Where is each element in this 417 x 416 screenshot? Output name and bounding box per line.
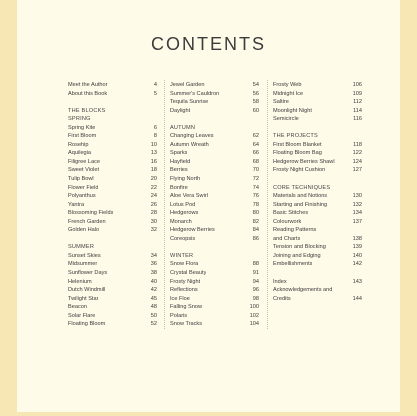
toc-entry[interactable] (170, 81, 259, 90)
toc-entry-page: 138 (352, 235, 362, 242)
toc-entry-title: Floating Bloom Bag (273, 150, 322, 157)
toc-entry[interactable] (170, 218, 259, 227)
toc-entry-page: 102 (249, 312, 259, 319)
toc-entry[interactable] (68, 132, 157, 141)
toc-entry[interactable] (170, 269, 259, 278)
toc-group (273, 278, 362, 304)
toc-entry-page: 84 (252, 227, 259, 234)
toc-entry-title: Credits (273, 295, 291, 302)
toc-entry-page: 18 (150, 167, 157, 174)
toc-entry[interactable] (170, 149, 259, 158)
toc-entry[interactable] (273, 149, 362, 158)
toc-entry-page: 140 (352, 252, 362, 259)
toc-entry-page: 24 (150, 193, 157, 200)
toc-entry[interactable] (68, 269, 157, 278)
toc-entry-title: Jewel Garden (170, 82, 205, 88)
toc-entry-page: 66 (252, 150, 259, 157)
toc-entry-page: 45 (150, 295, 157, 302)
toc-entry-title: Blossoming Fields (68, 210, 114, 217)
toc-entry-page: 91 (252, 270, 259, 277)
toc-entry-page: 132 (352, 201, 362, 208)
toc-entry-page: 26 (150, 201, 157, 208)
toc-entry[interactable] (273, 260, 362, 269)
section-heading: THE PROJECTS (273, 133, 318, 140)
toc-entry-title: Tension and Blocking (273, 244, 326, 251)
toc-group (273, 81, 362, 124)
toc-entry-page: 142 (352, 261, 362, 268)
toc-entry-page (352, 226, 362, 235)
toc-entry[interactable] (273, 295, 362, 304)
toc-entry[interactable] (170, 303, 259, 312)
toc-entry-page: 78 (252, 201, 259, 208)
toc-entry-page: 134 (352, 210, 362, 217)
toc-entry[interactable] (170, 166, 259, 175)
toc-entry-page: 58 (252, 99, 259, 106)
toc-entry[interactable] (273, 81, 362, 90)
toc-entry-title: Polyanthus (68, 193, 96, 200)
toc-entry[interactable] (273, 192, 362, 201)
toc-entry-title: About this Book (68, 90, 108, 97)
toc-entry[interactable] (68, 184, 157, 193)
section-subheading: SPRING (68, 116, 91, 123)
toc-entry[interactable] (68, 201, 157, 210)
toc-entry-page: 34 (150, 252, 157, 259)
toc-entry[interactable] (170, 320, 259, 329)
toc-entry[interactable] (170, 107, 259, 116)
toc-entry[interactable] (273, 286, 362, 295)
toc-entry-title: Berries (170, 167, 188, 174)
toc-column-1 (68, 81, 157, 329)
toc-entry-page: 106 (352, 82, 362, 88)
toc-entry-page (352, 286, 362, 295)
toc-entry[interactable] (68, 320, 157, 329)
toc-entry-title: Bonfire (170, 184, 188, 191)
toc-entry[interactable] (170, 158, 259, 167)
toc-entry-title: Index (273, 278, 287, 285)
toc-entry-title: Sweet Violet (68, 167, 99, 174)
toc-entry-title: French Garden (68, 218, 106, 225)
toc-entry-title: Frosty Night (170, 278, 201, 285)
section-heading: THE BLOCKS (68, 107, 106, 114)
toc-group (273, 192, 362, 269)
toc-entry-title: Polaris (170, 312, 188, 319)
toc-entry-page: 38 (150, 270, 157, 277)
toc-entry[interactable] (68, 166, 157, 175)
toc-entry-page: 88 (252, 261, 259, 268)
toc-group (170, 81, 259, 115)
toc-entry-title: Twilight Star (68, 295, 99, 302)
toc-entry-page: 60 (252, 107, 259, 114)
toc-entry[interactable] (68, 175, 157, 184)
toc-entry-page: 98 (252, 295, 259, 302)
toc-entry-page: 124 (352, 158, 362, 165)
toc-entry-page: 112 (353, 99, 362, 106)
toc-entry[interactable] (170, 226, 259, 235)
toc-entry-title: Golden Halo (68, 227, 100, 234)
toc-entry[interactable] (68, 312, 157, 321)
toc-entry[interactable] (273, 226, 362, 235)
toc-entry-page: 109 (352, 90, 362, 97)
toc-entry-page: 54 (252, 82, 259, 88)
toc-entry-title: Hedgerows (170, 210, 199, 217)
toc-entry-title: First Bloom Blanket (273, 141, 322, 148)
toc-entry-page: 52 (150, 321, 157, 328)
toc-entry-title: Changing Leaves (170, 133, 214, 140)
toc-entry[interactable] (273, 243, 362, 252)
toc-entry-page: 6 (153, 124, 157, 131)
toc-entry[interactable] (273, 278, 362, 287)
toc-entry-title: Semicircle (273, 116, 299, 123)
toc-group (273, 141, 362, 175)
toc-entry-title: Beacon (68, 304, 87, 311)
toc-entry-title: Helenium (68, 278, 92, 285)
toc-entry-title: Flower Field (68, 184, 99, 191)
toc-entry-page: 80 (252, 210, 259, 217)
toc-entry[interactable] (68, 141, 157, 150)
toc-entry[interactable] (170, 175, 259, 184)
toc-entry-page: 127 (352, 167, 362, 174)
toc-entry[interactable] (68, 149, 157, 158)
toc-entry[interactable] (170, 312, 259, 321)
section-subheading: AUTUMN (170, 124, 196, 131)
toc-group (68, 81, 157, 98)
toc-entry-page: 82 (252, 218, 259, 225)
toc-entry[interactable] (273, 115, 362, 124)
toc-entry[interactable] (170, 201, 259, 210)
section-subheading: WINTER (170, 252, 194, 259)
toc-entry[interactable] (273, 201, 362, 210)
toc-entry[interactable] (273, 90, 362, 99)
toc-group (68, 252, 157, 329)
toc-entry-page: 68 (252, 158, 259, 165)
contents-page (17, 0, 400, 412)
toc-entry-page: 28 (150, 210, 157, 217)
section-subheading: SUMMER (68, 244, 95, 251)
toc-entry-title: Monarch (170, 218, 192, 225)
toc-entry-title: Ice Floe (170, 295, 190, 302)
page-title: CONTENTS (151, 34, 266, 54)
toc-entry[interactable] (273, 158, 362, 167)
toc-entry-title: Snow Tracks (170, 321, 203, 328)
toc-entry[interactable] (68, 303, 157, 312)
toc-entry-page: 16 (150, 158, 157, 165)
toc-column-3 (273, 81, 362, 303)
toc-group (170, 132, 259, 243)
toc-entry-title: Joining and Edging (273, 252, 321, 259)
toc-entry-page: 116 (353, 116, 362, 123)
toc-entry[interactable] (273, 107, 362, 116)
toc-entry-page: 100 (249, 304, 259, 311)
toc-entry[interactable] (68, 158, 157, 167)
toc-entry-page: 48 (150, 304, 157, 311)
toc-entry-title: Snow Flora (170, 261, 199, 268)
toc-entry[interactable] (170, 295, 259, 304)
toc-entry[interactable] (68, 90, 157, 99)
toc-entry-title: and Charts (273, 235, 301, 242)
toc-entry-title: Tulip Bowl (68, 176, 94, 183)
toc-entry-title: Moonlight Night (273, 107, 312, 114)
toc-entry[interactable] (170, 132, 259, 141)
toc-entry-title: Saltire (273, 99, 289, 106)
toc-entry[interactable] (170, 260, 259, 269)
toc-group (68, 124, 157, 235)
toc-entry-page: 86 (252, 235, 259, 242)
toc-entry[interactable] (170, 90, 259, 99)
toc-entry-title: Aquilegia (68, 150, 92, 157)
toc-entry[interactable] (68, 226, 157, 235)
toc-entry-title: Meet the Author (68, 82, 108, 88)
toc-entry-title: Lotus Pod (170, 201, 196, 208)
toc-entry-page: 22 (150, 184, 157, 191)
toc-entry-page: 30 (150, 218, 157, 225)
toc-entry-page: 8 (153, 133, 157, 140)
toc-entry-title: Midnight Ice (273, 90, 304, 97)
toc-entry[interactable] (68, 81, 157, 90)
toc-entry-title: Hedgerow Berries Shawl (273, 158, 335, 165)
toc-entry[interactable] (68, 260, 157, 269)
toc-entry-title: Midsummer (68, 261, 98, 268)
toc-entry-title: Falling Snow (170, 304, 203, 311)
toc-entry-page: 5 (153, 90, 157, 97)
toc-entry[interactable] (273, 235, 362, 244)
toc-entry-title: Coreopsis (170, 235, 196, 242)
toc-entry[interactable] (170, 235, 259, 244)
toc-entry[interactable] (68, 295, 157, 304)
toc-entry[interactable] (273, 209, 362, 218)
toc-entry[interactable] (68, 252, 157, 261)
toc-entry-page: 42 (150, 287, 157, 294)
toc-entry[interactable] (273, 98, 362, 107)
toc-entry-page: 50 (150, 312, 157, 319)
toc-entry-title: Hedgerow Berries (170, 227, 215, 234)
toc-entry-title: Colourwork (273, 218, 302, 225)
toc-entry-page: 76 (252, 193, 259, 200)
toc-entry-title: Aloe Vera Swirl (170, 193, 208, 200)
toc-entry-page: 70 (252, 167, 259, 174)
toc-entry-title: Reading Patterns (273, 227, 317, 234)
column-divider-2 (267, 80, 268, 329)
toc-entry-page: 32 (150, 227, 157, 234)
toc-entry[interactable] (170, 192, 259, 201)
toc-entry-title: Dutch Windmill (68, 287, 106, 294)
toc-entry[interactable] (273, 166, 362, 175)
toc-entry-page: 62 (252, 133, 259, 140)
toc-entry[interactable] (273, 252, 362, 261)
toc-entry-page: 10 (150, 141, 157, 148)
toc-entry[interactable] (68, 218, 157, 227)
toc-entry-title: Yantra (68, 201, 85, 208)
toc-entry-title: Frosty Web (273, 82, 302, 88)
section-heading: CORE TECHNIQUES (273, 184, 331, 191)
toc-entry-page: 143 (352, 278, 362, 285)
toc-entry-title: Hayfield (170, 158, 191, 165)
toc-entry-page: 4 (153, 82, 157, 88)
toc-entry-title: Tequila Sunrise (170, 99, 209, 106)
toc-entry-page: 96 (252, 287, 259, 294)
toc-entry[interactable] (170, 209, 259, 218)
toc-entry-title: Flying North (170, 176, 201, 183)
toc-entry-title: First Bloom (68, 133, 97, 140)
toc-entry-page: 94 (252, 278, 259, 285)
toc-entry-title: Embellishments (273, 261, 313, 268)
toc-entry-title: Rosehip (68, 141, 89, 148)
toc-entry[interactable] (170, 141, 259, 150)
toc-entry-page: 137 (352, 218, 362, 225)
toc-entry-page: 36 (150, 261, 157, 268)
toc-entry-page: 13 (150, 150, 157, 157)
column-divider-1 (164, 80, 165, 329)
toc-entry-page: 40 (150, 278, 157, 285)
toc-entry-title: Summer's Cauldron (170, 90, 220, 97)
toc-entry-title: Sparks (170, 150, 188, 157)
toc-entry-page: 118 (353, 141, 362, 148)
toc-entry[interactable] (68, 192, 157, 201)
toc-entry-title: Frosty Night Cushion (273, 167, 326, 174)
toc-entry-title: Reflections (170, 287, 198, 294)
toc-entry-title: Floating Bloom (68, 321, 106, 328)
toc-entry-page: 74 (252, 184, 259, 191)
toc-entry-title: Daylight (170, 107, 191, 114)
toc-entry-title: Materials and Notions (273, 193, 328, 200)
toc-column-2 (170, 81, 259, 329)
toc-entry-page: 130 (352, 193, 362, 200)
toc-entry[interactable] (170, 286, 259, 295)
toc-entry-title: Autumn Wreath (170, 141, 209, 148)
toc-entry-page: 20 (150, 176, 157, 183)
toc-entry-title: Solar Flare (68, 312, 96, 319)
toc-entry-title: Sunset Skies (68, 252, 101, 259)
toc-entry-page: 122 (352, 150, 362, 157)
toc-entry[interactable] (273, 141, 362, 150)
toc-entry[interactable] (68, 209, 157, 218)
toc-entry-page: 72 (252, 176, 259, 183)
toc-entry[interactable] (68, 278, 157, 287)
scalloped-edge (17, 405, 400, 416)
toc-entry[interactable] (170, 184, 259, 193)
toc-entry[interactable] (68, 124, 157, 133)
toc-entry-title: Spring Kite (68, 124, 96, 131)
toc-entry-title: Acknowledgements and (273, 287, 333, 294)
toc-entry-page: 64 (252, 141, 259, 148)
toc-entry[interactable] (68, 286, 157, 295)
toc-entry-title: Crystal Beauty (170, 270, 207, 277)
toc-entry[interactable] (170, 98, 259, 107)
toc-group (170, 260, 259, 328)
toc-entry[interactable] (170, 278, 259, 287)
toc-entry-title: Basic Stitches (273, 210, 309, 217)
toc-entry-page: 144 (352, 295, 362, 302)
toc-entry-page: 56 (252, 90, 259, 97)
toc-entry-page: 139 (352, 244, 362, 251)
toc-entry-title: Sunflower Days (68, 270, 108, 277)
toc-entry-title: Filigree Lace (68, 158, 101, 165)
toc-entry-page: 104 (249, 321, 259, 328)
toc-entry-page: 114 (353, 107, 362, 114)
toc-entry-title: Starting and Finishing (273, 201, 328, 208)
toc-entry[interactable] (273, 218, 362, 227)
